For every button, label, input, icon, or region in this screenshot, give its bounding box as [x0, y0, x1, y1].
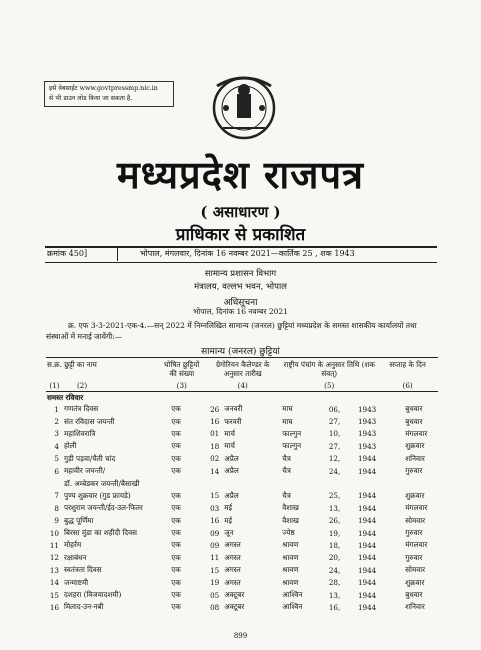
cell-saka-day: 18,	[328, 540, 341, 550]
cell-no	[46, 477, 63, 489]
cell-weekday: गुरुवार	[405, 528, 423, 538]
cell-saka-year: 1944	[357, 540, 377, 550]
cell-day: 09	[210, 540, 220, 550]
cell-name: महाशिवरात्रि	[64, 428, 96, 438]
cell-name: मिलाद-उन-नबी	[64, 602, 104, 612]
cell-count: एक	[171, 590, 181, 600]
state-emblem-icon	[207, 68, 281, 142]
cell-day: 01	[210, 429, 220, 439]
cell-saka-day: 13,	[328, 503, 341, 513]
cell-no: 15	[49, 590, 59, 600]
cell-count: एक	[171, 453, 181, 463]
cell-saka-year: 1943	[357, 404, 377, 414]
cell-month: अगस्त	[224, 540, 241, 550]
cell-day: 08	[210, 602, 220, 612]
cell-weekday: मंगलवार	[405, 428, 428, 438]
cell-weekday: गुरुवार	[405, 552, 423, 562]
column-number-row: (1) (2) (3) (4) (5) (6)	[46, 380, 438, 392]
cell-saka-year: 1944	[357, 553, 377, 563]
cell-saka-year: 1943	[357, 429, 377, 439]
cell-saka-month: ज्येष्ठ	[282, 528, 295, 538]
cell-count: एक	[171, 540, 181, 550]
table-row	[46, 539, 438, 551]
table-row	[46, 576, 438, 588]
cell-saka-year: 1944	[357, 602, 377, 612]
cell-month: मई	[224, 503, 233, 513]
cell-saka-year	[341, 477, 377, 489]
table-row	[46, 453, 438, 465]
cell-saka-year: 1944	[357, 466, 377, 476]
order-paragraph: क्र. एफ 3-3-2021-एक-4.—सन् 2022 में निम्नलिखित सामान्य (जनरल) छुट्टियां मध्यप्रदेश के समस्त शासकीय कार्यालयों तथा संस्थाओं में मनाई जायेंगी:—	[46, 321, 417, 341]
cell-month: अप्रैल	[224, 466, 239, 476]
cell-saka-month: फाल्गुन	[282, 441, 302, 451]
cell-saka-month: चैत्र	[282, 453, 291, 463]
notice-line-2: से भी डाउन लोड किया जा सकता है.	[49, 95, 133, 102]
cell-weekday: शुक्रवार	[405, 577, 425, 587]
cell-day: 09	[210, 528, 220, 538]
ministry: मंत्रालय, वल्लभ भवन, भोपाल	[194, 282, 287, 292]
table-row	[46, 465, 438, 477]
cell-saka-year: 1943	[357, 417, 377, 427]
cell-saka-day: 27,	[328, 417, 341, 427]
table-row	[46, 477, 438, 489]
header-col: सप्ताह के दिन	[377, 358, 438, 381]
cell-day: 16	[210, 417, 220, 427]
cell-name: बुद्ध पूर्णिमा	[64, 515, 94, 525]
cell-day: 05	[210, 590, 220, 600]
page-number: 899	[233, 632, 248, 640]
cell-day: 02	[210, 454, 220, 464]
header-col: घोषित छुट्टियों की संख्या	[159, 358, 204, 381]
cell-no: 10	[49, 528, 59, 538]
table-row	[46, 440, 438, 452]
table-row	[46, 403, 438, 415]
cell-saka-day: 27,	[328, 441, 341, 451]
cell-no: 7	[54, 491, 59, 501]
cell-weekday: मंगलवार	[405, 540, 428, 550]
cell-saka-month: वैशाख	[282, 515, 299, 525]
cell-no: 5	[54, 454, 59, 464]
cell-saka-month: चैत्र	[282, 490, 291, 500]
cell-weekday: शुक्रवार	[405, 490, 425, 500]
cell-saka-month: श्रावण	[282, 577, 299, 587]
cell-saka-year: 1943	[357, 441, 377, 451]
cell-day: 14	[210, 466, 220, 476]
table-row	[46, 601, 438, 613]
cell-no: 8	[54, 503, 59, 513]
cell-saka-year: 1944	[357, 491, 377, 501]
cell-saka-month: माघ	[282, 404, 293, 414]
cell-month: मई	[224, 515, 233, 525]
cell-weekday: बुधवार	[405, 416, 423, 426]
cell-count: एक	[171, 528, 181, 538]
issue-number: क्रमांक 450]	[45, 247, 118, 261]
cell-name: परशुराम जयन्ती/ईद-उल-फितर	[64, 503, 143, 513]
table-row	[46, 490, 438, 502]
cell-name: संत रविदास जयन्ती	[64, 416, 115, 426]
cell-saka-month	[281, 477, 325, 489]
cell-saka-day: 24,	[328, 466, 341, 476]
cell-weekday: शुक्रवार	[405, 441, 425, 451]
cell-saka-day: 13,	[328, 590, 341, 600]
cell-month: अप्रैल	[224, 453, 239, 463]
table-row	[46, 552, 438, 564]
department: सामान्य प्रशासन विभाग	[204, 269, 277, 279]
cell-count: एक	[171, 577, 181, 587]
cell-day: 19	[210, 578, 220, 588]
cell-saka-day: 26,	[328, 516, 341, 526]
cell-month: अप्रैल	[224, 490, 239, 500]
table-row	[46, 502, 438, 514]
cell-month: जनवरी	[224, 404, 243, 414]
cell-saka-day: 24,	[328, 565, 341, 575]
table-row	[46, 515, 438, 527]
cell-saka-month: श्रावण	[282, 540, 299, 550]
cell-no: 6	[54, 466, 59, 476]
cell-no: 1	[54, 404, 59, 414]
cell-day: 11	[210, 553, 220, 563]
table-row	[46, 589, 438, 601]
cell-month: अक्टूबर	[224, 602, 245, 612]
cell-count: एक	[171, 602, 181, 612]
cell-count	[159, 477, 204, 489]
table-header-row	[46, 358, 438, 381]
cell-count: एक	[171, 404, 181, 414]
cell-saka-day: 25,	[328, 491, 341, 501]
cell-month	[220, 477, 281, 489]
cell-saka-year: 1944	[357, 516, 377, 526]
cell-name: डॉ. अम्बेडकर जयन्ती/बैसाखी	[64, 478, 140, 488]
cell-saka-year: 1944	[357, 454, 377, 464]
cell-name: गुड़ी पड़वा/चैती चांद	[64, 453, 116, 463]
cell-name: मोहर्रम	[64, 540, 82, 550]
cell-no: 4	[54, 441, 59, 451]
cell-name: दशहरा (विजयादशमी)	[64, 590, 122, 600]
cell-saka-month: माघ	[282, 416, 293, 426]
header-col: ग्रेगोरियन कैलेण्डर के अनुसार तारीख	[204, 358, 281, 381]
cell-count: एक	[171, 490, 181, 500]
table-row	[46, 428, 438, 440]
cell-weekday	[377, 477, 438, 489]
cell-saka-day	[325, 477, 341, 489]
cell-name: होली	[64, 441, 77, 451]
cell-month: जून	[224, 528, 234, 538]
notification-date: भोपाल, दिनांक 16 नवम्बर 2021	[193, 307, 288, 316]
cell-no: 16	[49, 602, 59, 612]
cell-month: अक्टूबर	[224, 590, 245, 600]
cell-count: एक	[171, 441, 181, 451]
cell-count: एक	[171, 466, 181, 476]
cell-count: एक	[171, 503, 181, 513]
cell-weekday: बुधवार	[405, 404, 423, 414]
cell-month: फरवरी	[224, 416, 242, 426]
divider	[45, 262, 437, 263]
cell-no: 2	[54, 417, 59, 427]
cell-saka-month: वैशाख	[282, 503, 299, 513]
cell-saka-day: 10,	[328, 429, 341, 439]
section-heading: समस्त रविवार	[47, 392, 84, 402]
cell-month: अगस्त	[224, 565, 241, 575]
cell-saka-day: 20,	[328, 553, 341, 563]
cell-name: रक्षाबंधन	[64, 552, 87, 562]
cell-saka-year: 1944	[357, 565, 377, 575]
cell-saka-month: फाल्गुन	[282, 428, 302, 438]
cell-no: 14	[49, 578, 59, 588]
table-row	[46, 527, 438, 539]
notification-label: अधिसूचना	[223, 298, 258, 308]
cell-weekday: सोमवार	[405, 565, 426, 575]
gazette-type: ( असाधारण )	[200, 203, 281, 221]
cell-count: एक	[171, 416, 181, 426]
cell-count: एक	[171, 565, 181, 575]
cell-name: बिरसा मुंडा का शहीदी दिवस	[64, 528, 137, 538]
header-col: स.क्र. छुट्टी का नाम	[46, 358, 159, 381]
cell-name: गणतंत्र दिवस	[64, 404, 99, 414]
cell-saka-month: चैत्र	[282, 466, 291, 476]
cell-saka-year: 1944	[357, 590, 377, 600]
cell-name: महावीर जयन्ती/	[64, 466, 106, 476]
cell-saka-month: श्रावण	[282, 565, 299, 575]
cell-no: 9	[54, 516, 59, 526]
table-row	[46, 415, 438, 427]
cell-saka-month: श्रावण	[282, 552, 299, 562]
cell-saka-year: 1944	[357, 578, 377, 588]
cell-day: 15	[210, 491, 220, 501]
cell-name: स्वतंत्रता दिवस	[64, 565, 102, 575]
cell-month: मार्च	[224, 441, 235, 451]
cell-day: 16	[210, 516, 220, 526]
cell-saka-day: 12,	[328, 454, 341, 464]
header-col: राष्ट्रीय पंचांग के अनुसार तिथि (शक संवत्)	[281, 358, 377, 381]
holiday-table	[46, 357, 438, 614]
table-row	[46, 564, 438, 576]
cell-saka-month: आश्विन	[282, 602, 303, 612]
cell-saka-month: आश्विन	[282, 590, 303, 600]
cell-month: अगस्त	[224, 577, 241, 587]
cell-name: जन्माष्टमी	[64, 577, 89, 587]
cell-weekday: शनिवार	[405, 453, 425, 463]
cell-month: अगस्त	[224, 552, 241, 562]
cell-weekday: बुधवार	[405, 590, 423, 600]
cell-month: मार्च	[224, 428, 235, 438]
cell-saka-year: 1944	[357, 503, 377, 513]
cell-no: 13	[49, 565, 59, 575]
cell-day: 03	[210, 503, 220, 513]
cell-count: एक	[171, 515, 181, 525]
cell-day: 26	[210, 404, 220, 414]
cell-weekday: मंगलवार	[405, 503, 428, 513]
gazette-authority: प्राधिकार से प्रकाशित	[175, 225, 306, 245]
cell-name: पुण्य शुक्रवार (गुड फ्रायडे)	[64, 490, 131, 500]
cell-no: 3	[54, 429, 59, 439]
download-notice	[44, 81, 174, 107]
cell-day: 15	[210, 565, 220, 575]
cell-no: 11	[49, 540, 59, 550]
cell-weekday: गुरुवार	[405, 466, 423, 476]
table-title: सामान्य (जनरल) छुट्टियां	[201, 347, 280, 357]
notice-line-1: इसे वेबसाईट www.govtpressmp.nic.in	[49, 85, 158, 92]
cell-no: 12	[49, 553, 59, 563]
issue-date: भोपाल, मंगलवार, दिनांक 16 नवम्बर 2021—कार्तिक 25 , शक 1943	[140, 249, 355, 258]
cell-count: एक	[171, 552, 181, 562]
gazette-title: मध्यप्रदेश राजपत्र	[116, 152, 365, 197]
cell-day	[204, 477, 220, 489]
cell-day: 18	[210, 441, 220, 451]
cell-saka-day: 28,	[328, 578, 341, 588]
cell-count: एक	[171, 428, 181, 438]
cell-weekday: सोमवार	[405, 515, 426, 525]
cell-saka-year: 1944	[357, 528, 377, 538]
cell-saka-day: 19,	[328, 528, 341, 538]
cell-weekday: शनिवार	[405, 602, 425, 612]
cell-saka-day: 06,	[328, 404, 341, 414]
cell-saka-day: 16,	[328, 602, 341, 612]
